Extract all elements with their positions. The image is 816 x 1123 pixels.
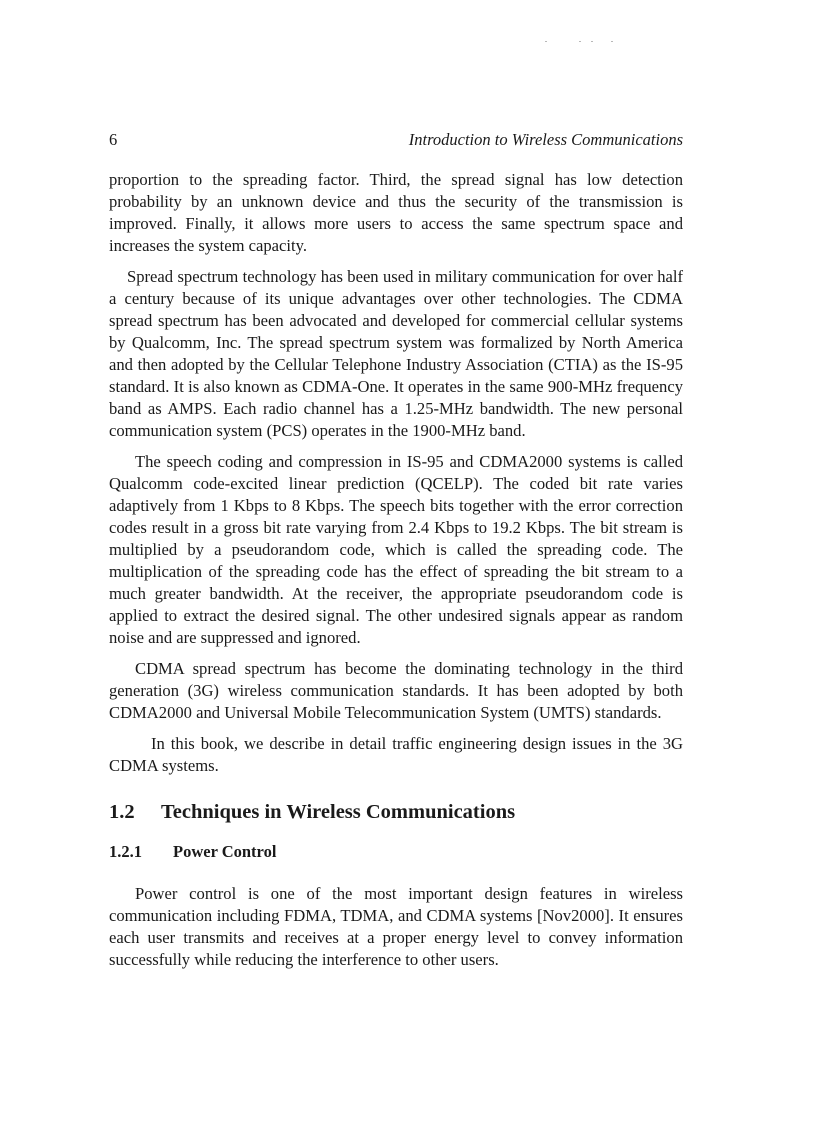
subsection-number: 1.2.1 xyxy=(109,842,142,861)
running-title: Introduction to Wireless Communications xyxy=(408,130,683,149)
page-number: 6 xyxy=(109,130,118,149)
paragraph: The speech coding and compression in IS-95 and CDMA2000 systems is called Qualcomm code-excited linear prediction (QCELP). The coded bit rate varies adaptively from 1 Kbps to 8 Kbps. The speech bits together with the error correction codes result in a gross bit rate varying from 2.4 Kbps to 19.2 Kbps. The bit stream is multiplied by a pseudorandom code, which is called the spreading code. The multiplication of the spreading code has the effect of spreading the bit stream to a much greater bandwidth. At the receiver, the appropriate pseudorandom code is applied to extract the desired signal. The other undesired signals appear as random noise and are suppressed and ignored. xyxy=(109,452,683,647)
running-header xyxy=(109,130,683,152)
subsection-title: Power Control xyxy=(173,842,277,861)
body-text xyxy=(109,169,683,980)
paragraph: Power control is one of the most important design features in wireless communication including FDMA, TDMA, and CDMA systems [Nov2000]. It ensures each user transmits and receives at a proper energy level to convey information successfully while reducing the interference to other users. xyxy=(109,884,683,969)
paragraph: proportion to the spreading factor. Third, the spread signal has low detection probability by an unknown device and thus the security of the transmission is improved. Finally, it allows more users to access the same spectrum space and increases the system capacity. xyxy=(109,170,683,255)
section-number: 1.2 xyxy=(109,801,135,823)
paragraph: CDMA spread spectrum has become the dominating technology in the third generation (3G) wireless communication standards. It has been adopted by both CDMA2000 and Universal Mobile Telecommunication System (UMTS) standards. xyxy=(109,659,683,722)
section-heading xyxy=(109,799,683,825)
paragraph: In this book, we describe in detail traffic engineering design issues in the 3G CDMA systems. xyxy=(109,734,683,775)
subsection-heading xyxy=(109,841,683,863)
paragraph: Spread spectrum technology has been used in military communication for over half a century because of its unique advantages over other technologies. The CDMA spread spectrum has been advocated and developed for commercial cellular systems by Qualcomm, Inc. The spread spectrum system was formalized by North America and then adopted by the Cellular Telephone Industry Association (CTIA) as the IS-95 standard. It is also known as CDMA-One. It operates in the same 900-MHz frequency band as AMPS. Each radio channel has a 1.25-MHz bandwidth. The new personal communication system (PCS) operates in the 1900-MHz band. xyxy=(109,267,683,440)
section-title: Techniques in Wireless Communications xyxy=(161,801,516,823)
scan-artifact xyxy=(545,38,615,46)
